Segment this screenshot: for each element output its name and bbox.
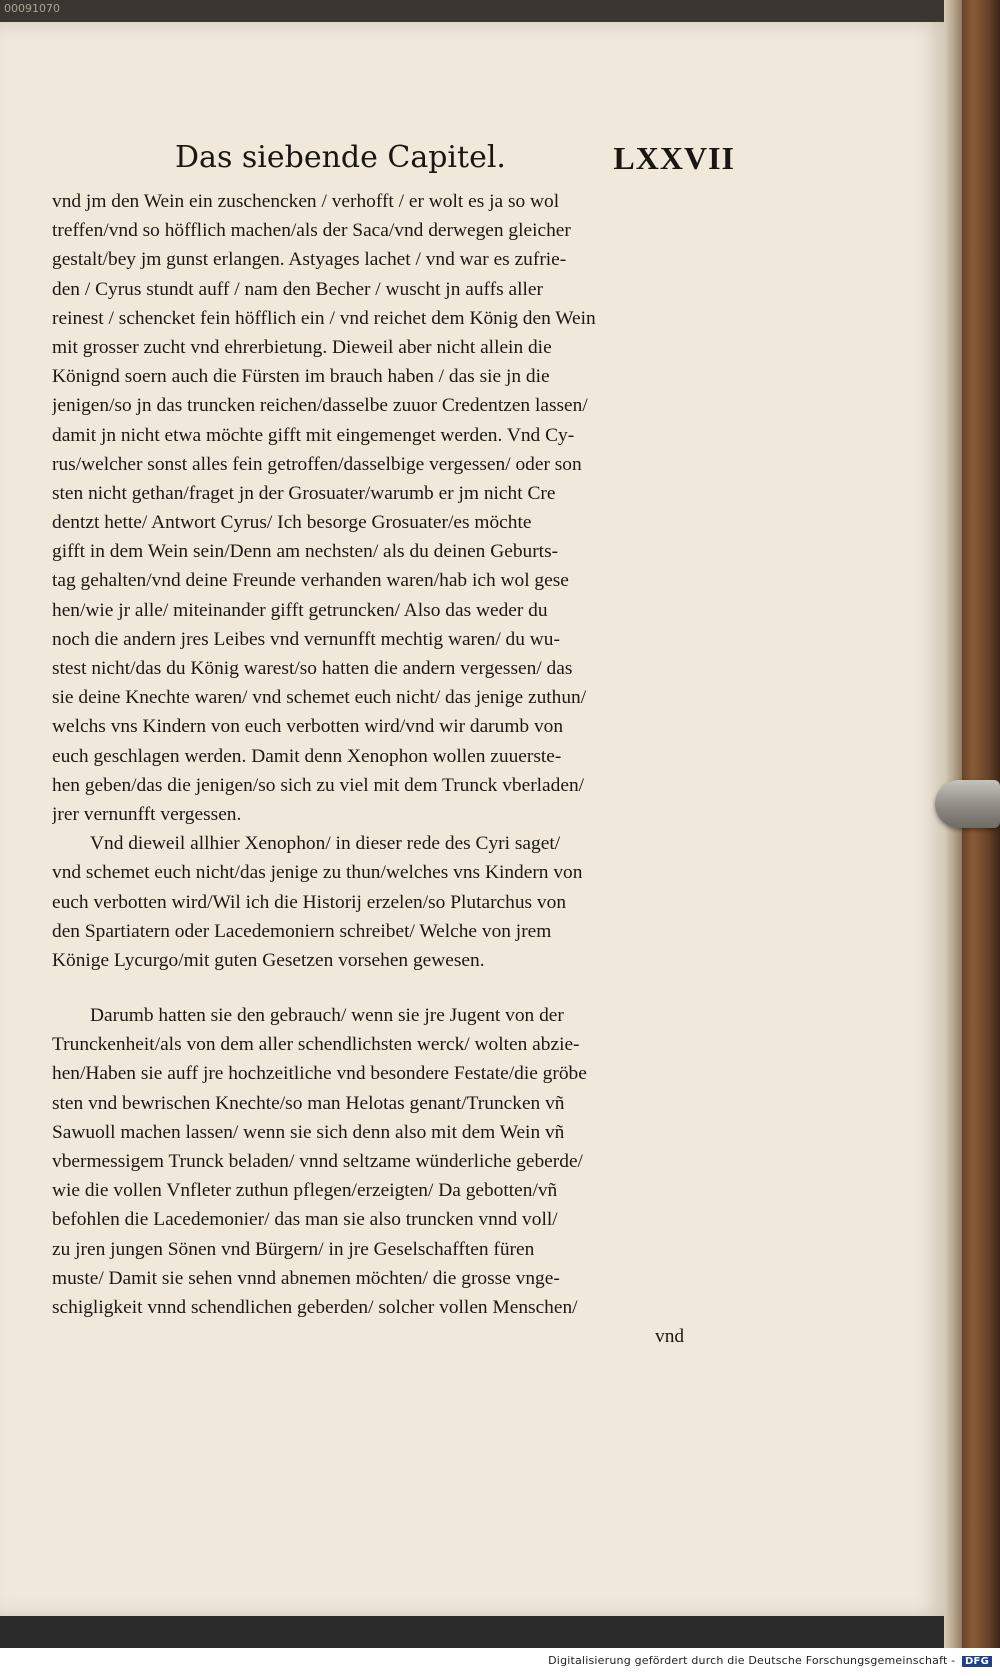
text-line: euch verbotten wird/Wil ich die Historij erzelen/so Plutarchus von (52, 891, 567, 913)
text-line: den Spartiatern oder Lacedemoniern schreibet/ Welche von jrem (52, 920, 552, 942)
page-header (175, 140, 735, 180)
dfg-logo: DFG (962, 1656, 992, 1667)
paragraph (52, 1001, 734, 1322)
page-edges (944, 0, 962, 1676)
text-line: wie die vollen Vnfleter zuthun pflegen/erzeigten/ Da gebotten/vñ (52, 1180, 558, 1202)
text-line: Könige Lycurgo/mit guten Gesetzen vorsehen gewesen. (52, 949, 485, 971)
footer-bar (0, 1648, 1000, 1676)
text-line: hen geben/das die jenigen/so sich zu viel mit dem Trunck vberladen/ (52, 774, 585, 796)
text-line: rus/welcher sonst alles fein getroffen/dasselbige vergessen/ oder son (52, 453, 582, 475)
text-line: Könignd soern auch die Fürsten im brauch haben / das sie jn die (52, 366, 550, 388)
text-line: dentzt hette/ Antwort Cyrus/ Ich besorge Grosuater/es möchte (52, 512, 532, 534)
text-line: Vnd dieweil allhier Xenophon/ in dieser rede des Cyri saget/ (90, 833, 561, 855)
body-text (52, 187, 734, 1322)
text-line: Darumb hatten sie den gebrauch/ wenn sie jre Jugent von der (90, 1005, 564, 1027)
text-line: mit grosser zucht vnd ehrerbietung. Dieweil aber nicht allein die (52, 336, 552, 358)
text-line: jenigen/so jn das truncken reichen/dasselbe zuuor Credentzen lassen/ (52, 395, 588, 417)
folio-number: LXXVII (613, 140, 735, 176)
paragraph (52, 187, 734, 829)
book-cover (958, 0, 1000, 1676)
text-line: euch geschlagen werden. Damit denn Xenophon wollen zuuerste- (52, 745, 562, 767)
catalog-number: 00091070 (4, 2, 60, 15)
text-line: welchs vns Kindern von euch verbotten wird/vnd wir darumb von (52, 716, 564, 738)
text-line: hen/Haben sie auff jre hochzeitliche vnd besondere Festate/die gröbe (52, 1063, 587, 1085)
text-line: befohlen die Lacedemonier/ das man sie also truncken vnnd voll/ (52, 1209, 558, 1231)
text-line: tag gehalten/vnd deine Freunde verhanden waren/hab ich wol gese (52, 570, 569, 592)
chapter-title: Das siebende Capitel. (175, 140, 506, 175)
text-line: vnd jm den Wein ein zuschencken / verhofft / er wolt es ja so wol (52, 191, 560, 212)
text-line: vnd schemet euch nicht/das jenige zu thun/welches vns Kindern von (52, 862, 583, 884)
catchword: vnd (655, 1326, 685, 1347)
text-line: muste/ Damit sie sehen vnnd abnemen möchten/ die grosse vnge- (52, 1267, 560, 1289)
text-line: reinest / schencket fein höfflich ein / vnd reichet dem König den Wein (52, 307, 596, 329)
footer-credit (548, 1654, 992, 1667)
text-line: hen/wie jr alle/ miteinander gifft getruncken/ Also das weder du (52, 599, 548, 621)
text-line: sten vnd bewrischen Knechte/so man Helotas genant/Truncken vñ (52, 1092, 565, 1114)
text-line: den / Cyrus stundt auff / nam den Becher / wuscht jn auffs aller (52, 278, 543, 300)
text-line: Sawuoll machen lassen/ wenn sie sich denn also mit dem Wein vñ (52, 1121, 565, 1143)
text-line: noch die andern jres Leibes vnd vernunfft mechtig waren/ du wu- (52, 628, 560, 650)
top-strip (0, 0, 1000, 22)
text-line: Trunckenheit/als von dem aller schendlichsten werck/ wolten abzie- (52, 1034, 580, 1056)
paragraph-gap (52, 975, 734, 1001)
paragraph (52, 829, 734, 975)
text-line: vbermessigem Trunck beladen/ vnnd seltzame wünderliche geberde/ (52, 1151, 583, 1172)
footer-credit-text: Digitalisierung gefördert durch die Deutsche Forschungsgemeinschaft - (548, 1654, 956, 1667)
text-line: treffen/vnd so höfflich machen/als der Saca/vnd derwegen gleicher (52, 220, 571, 242)
text-line: stest nicht/das du König warest/so hatten die andern vergessen/ das (52, 658, 573, 679)
text-line: gestalt/bey jm gunst erlangen. Astyages lachet / vnd war es zufrie- (52, 249, 567, 271)
text-line: damit jn nicht etwa möchte gifft mit eingemenget werden. Vnd Cy- (52, 424, 575, 446)
text-line: zu jren jungen Sönen vnd Bürgern/ in jre Geselschafften füren (52, 1238, 535, 1260)
text-line: sten nicht gethan/fraget jn der Grosuater/warumb er jm nicht Cre (52, 482, 556, 504)
book-clasp (935, 780, 1000, 828)
text-line: gifft in dem Wein sein/Denn am nechsten/ als du deinen Geburts- (52, 541, 559, 563)
text-line: sie deine Knechte waren/ vnd schemet euch nicht/ das jenige zuthun/ (52, 687, 587, 709)
text-line: jrer vernunfft vergessen. (52, 803, 242, 825)
text-line: schigligkeit vnnd schendlichen geberden/ solcher vollen Menschen/ (52, 1296, 578, 1318)
